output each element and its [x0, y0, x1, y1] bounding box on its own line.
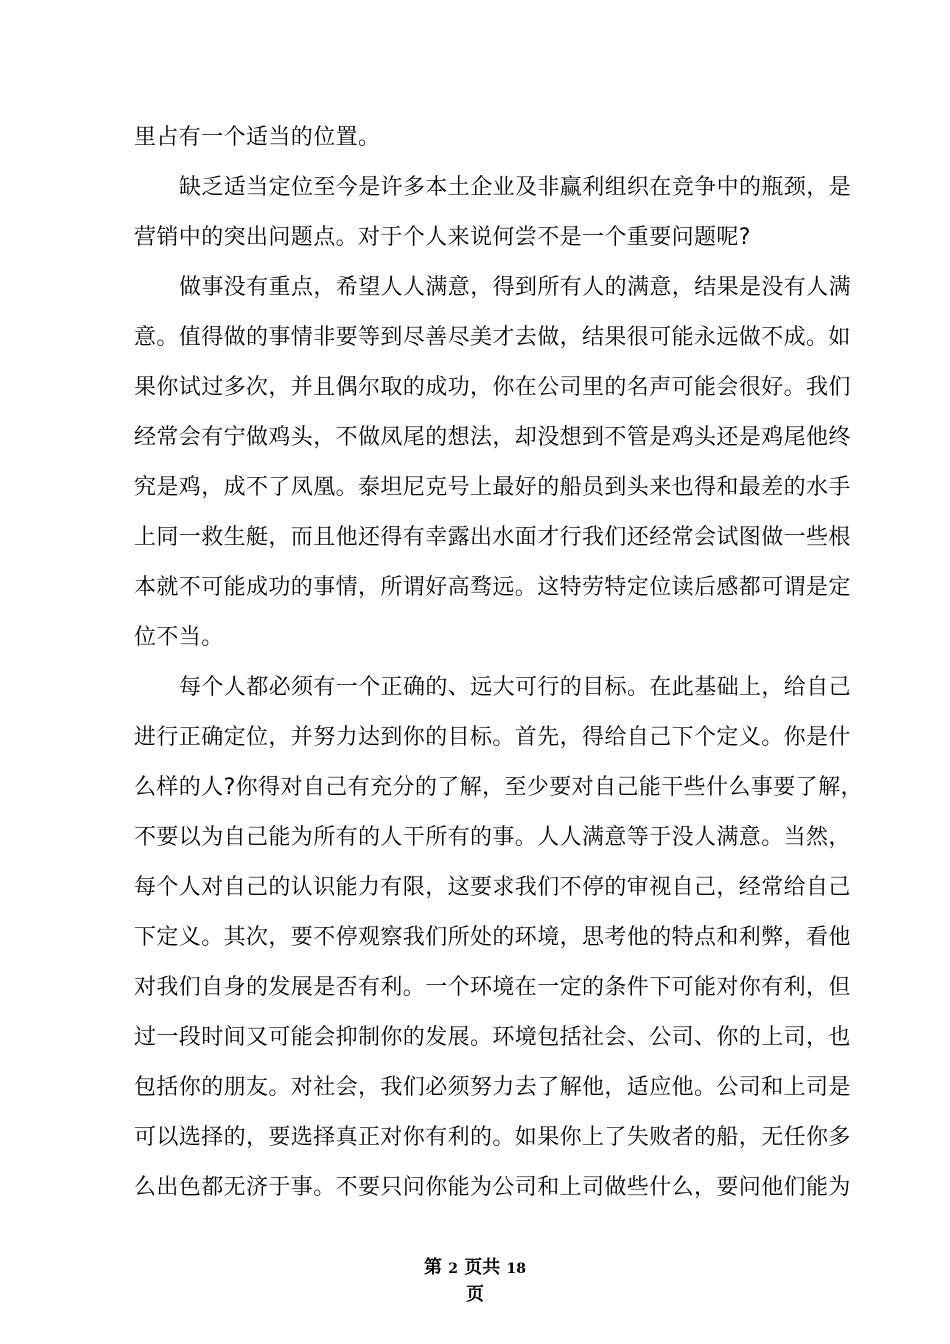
text-line: 果你试过多次，并且偶尔取的成功，你在公司里的名声可能会很好。我们: [134, 375, 851, 400]
text-line: 包括你的朋友。对社会，我们必须努力去了解他，适应他。公司和上司是: [134, 1075, 851, 1100]
text-line: 究是鸡，成不了凤凰。泰坦尼克号上最好的船员到头来也得和最差的水手: [134, 475, 851, 500]
text-line: 可以选择的，要选择真正对你有利的。如果你上了失败者的船，无任你多: [134, 1125, 851, 1150]
text-line: 过一段时间又可能会抑制你的发展。环境包括社会、公司、你的上司，也: [134, 1025, 851, 1050]
text-line: 么样的人?你得对自己有充分的了解，至少要对自己能干些什么事要了解，: [134, 775, 863, 800]
text-line: 位不当。: [134, 625, 224, 650]
page-footer: [0, 1255, 950, 1308]
text-line: 对我们自身的发展是否有利。一个环境在一定的条件下可能对你有利，但: [134, 975, 851, 1000]
text-line: 意。值得做的事情非要等到尽善尽美才去做，结果很可能永远做不成。如: [134, 325, 851, 350]
body-text: [134, 113, 863, 1213]
text-line: 经常会有宁做鸡头，不做凤尾的想法，却没想到不管是鸡头还是鸡尾他终: [134, 425, 851, 450]
text-line: 本就不可能成功的事情，所谓好高骛远。这特劳特定位读后感都可谓是定: [134, 575, 851, 600]
page-label-prefix: 第: [423, 1257, 442, 1278]
text-line: 每个人对自己的认识能力有限，这要求我们不停的审视自己，经常给自己: [134, 875, 851, 900]
text-line: 么出色都无济于事。不要只问你能为公司和上司做些什么，要问他们能为: [134, 1175, 851, 1200]
current-page-number: 2: [448, 1261, 458, 1277]
text-line: 不要以为自己能为所有的人干所有的事。人人满意等于没人满意。当然，: [134, 825, 851, 850]
text-line: 里占有一个适当的位置。: [134, 125, 381, 150]
text-line: 下定义。其次，要不停观察我们所处的环境，思考他的特点和利弊，看他: [134, 925, 851, 950]
page-label-suffix: 页: [466, 1284, 484, 1305]
paragraph-first-line: 每个人都必须有一个正确的、远大可行的目标。在此基础上，给自己: [179, 675, 852, 700]
paragraph-first-line: 做事没有重点，希望人人满意，得到所有人的满意，结果是没有人满: [179, 275, 852, 300]
paragraph-first-line: 缺乏适当定位至今是许多本土企业及非赢利组织在竞争中的瓶颈，是: [179, 175, 852, 200]
text-line: 营销中的突出问题点。对于个人来说何尝不是一个重要问题呢?: [134, 225, 751, 250]
total-page-count: 18: [506, 1261, 527, 1277]
page-number-line: [0, 1255, 950, 1282]
text-line: 上同一救生艇，而且他还得有幸露出水面才行我们还经常会试图做一些根: [134, 525, 851, 550]
text-line: 进行正确定位，并努力达到你的目标。首先，得给自己下个定义。你是什: [134, 725, 851, 750]
page-label-middle: 页共: [464, 1257, 501, 1278]
